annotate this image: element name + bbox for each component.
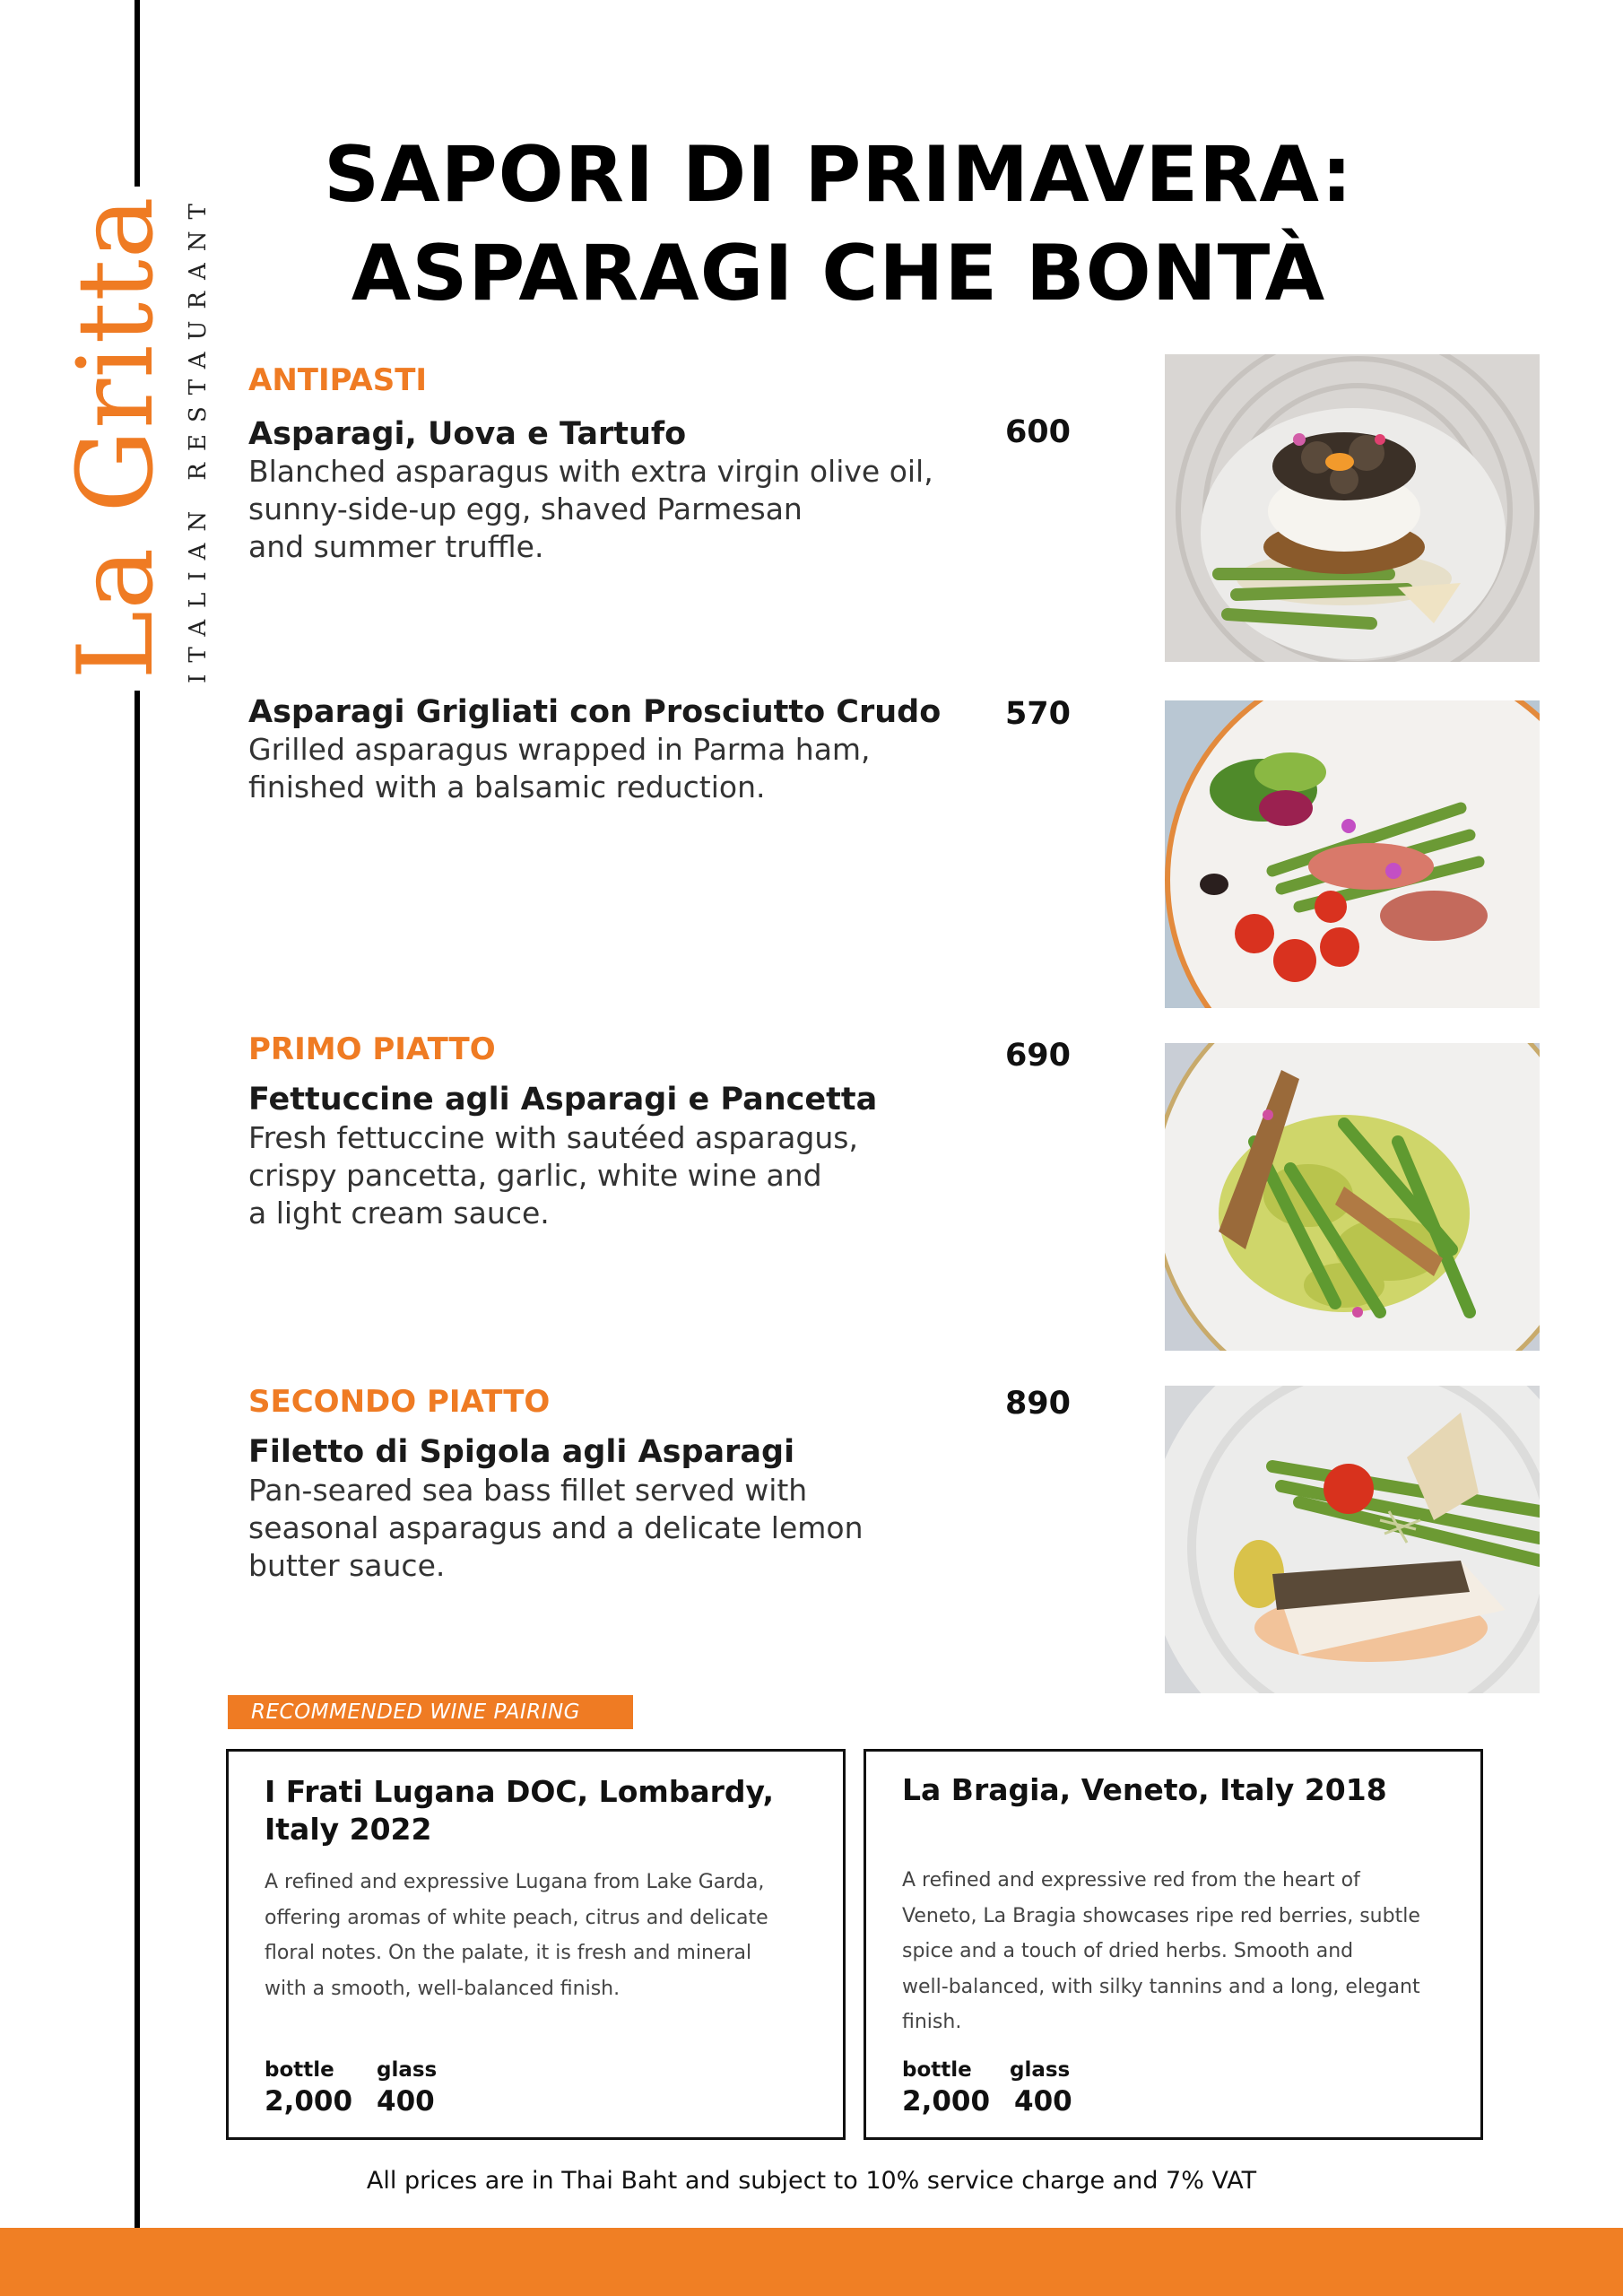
glass-price: 400 bbox=[1014, 2085, 1072, 2118]
bottle-price: 2,000 bbox=[265, 2085, 353, 2118]
bottom-accent-band bbox=[0, 2228, 1623, 2296]
bottle-label: bottle bbox=[265, 2058, 334, 2082]
dish-name: Asparagi Grigliati con Prosciutto Crudo bbox=[248, 694, 942, 730]
wine-desc-line: spice and a touch of dried herbs. Smooth and bbox=[902, 1940, 1354, 1962]
page-title bbox=[269, 126, 1408, 323]
dish-description: Pan-seared sea bass fillet served with seasonal asparagus and a delicate lemon butter sauce. bbox=[248, 1473, 864, 1583]
dish-photo-sea-bass bbox=[1165, 1386, 1540, 1693]
wine-desc-line: with a smooth, well-balanced finish. bbox=[265, 1977, 621, 2000]
dish-name: Asparagi, Uova e Tartufo bbox=[248, 416, 687, 452]
dish-price: 600 bbox=[1004, 414, 1071, 450]
wine-card-1 bbox=[226, 1749, 846, 2140]
section-heading-secondo: SECONDO PIATTO bbox=[248, 1384, 551, 1420]
dish-name: Filetto di Spigola agli Asparagi bbox=[248, 1434, 795, 1470]
wine-description bbox=[902, 1863, 1458, 2040]
wine-name-line-2: Italy 2022 bbox=[265, 1812, 432, 1847]
wine-desc-line: A refined and expressive red from the heart of bbox=[902, 1869, 1360, 1892]
glass-price: 400 bbox=[377, 2085, 435, 2118]
dish-price: 890 bbox=[1004, 1386, 1071, 1422]
wine-desc-line: floral notes. On the palate, it is fresh and mineral bbox=[265, 1942, 752, 1964]
wine-desc-line: well-balanced, with silky tannins and a long, elegant bbox=[902, 1975, 1420, 1998]
wine-card-2 bbox=[864, 1749, 1483, 2140]
dish-photo-fettuccine bbox=[1165, 1043, 1540, 1351]
price-footnote: All prices are in Thai Baht and subject to 10% service charge and 7% VAT bbox=[366, 2167, 1257, 2195]
brand-subtitle: ITALIAN RESTAURANT bbox=[185, 192, 212, 683]
dish-description: Fresh fettuccine with sautéed asparagus, crispy pancetta, garlic, white wine and a light cream sauce. bbox=[248, 1120, 858, 1231]
dish-description: Blanched asparagus with extra virgin olive oil, sunny-side-up egg, shaved Parmesan and summer truffle. bbox=[248, 454, 933, 564]
dish-photo-asparagus-prosciutto bbox=[1165, 700, 1540, 1008]
wine-description bbox=[265, 1865, 820, 2006]
brand-name: La Gritta bbox=[56, 196, 177, 680]
wine-pairing-tag: RECOMMENDED WINE PAIRING bbox=[228, 1695, 633, 1729]
wine-desc-line: finish. bbox=[902, 2011, 962, 2033]
wine-desc-line: A refined and expressive Lugana from Lake Garda, bbox=[265, 1871, 765, 1893]
title-line-1: SAPORI DI PRIMAVERA: bbox=[324, 130, 1353, 220]
vertical-rule-bottom bbox=[135, 691, 140, 2228]
brand-logo bbox=[48, 192, 228, 683]
section-heading-antipasti: ANTIPASTI bbox=[248, 362, 428, 398]
wine-name-line-1: I Frati Lugana DOC, Lombardy, bbox=[265, 1774, 775, 1809]
glass-label: glass bbox=[377, 2058, 438, 2082]
dish-photo-asparagus-egg bbox=[1165, 354, 1540, 662]
section-heading-primo: PRIMO PIATTO bbox=[248, 1031, 496, 1067]
vertical-rule-top bbox=[135, 0, 140, 187]
title-line-2: ASPARAGI CHE BONTÀ bbox=[351, 229, 1326, 318]
wine-name-line-1: La Bragia, Veneto, Italy 2018 bbox=[902, 1772, 1387, 1807]
wine-desc-line: offering aromas of white peach, citrus and delicate bbox=[265, 1906, 768, 1929]
wine-desc-line: Veneto, La Bragia showcases ripe red berries, subtle bbox=[902, 1904, 1420, 1927]
dish-price: 690 bbox=[1004, 1038, 1071, 1074]
dish-description: Grilled asparagus wrapped in Parma ham, finished with a balsamic reduction. bbox=[248, 732, 871, 804]
dish-name: Fettuccine agli Asparagi e Pancetta bbox=[248, 1082, 878, 1118]
glass-label: glass bbox=[1010, 2058, 1071, 2082]
bottle-price: 2,000 bbox=[902, 2085, 991, 2118]
bottle-label: bottle bbox=[902, 2058, 972, 2082]
dish-price: 570 bbox=[1004, 696, 1071, 732]
